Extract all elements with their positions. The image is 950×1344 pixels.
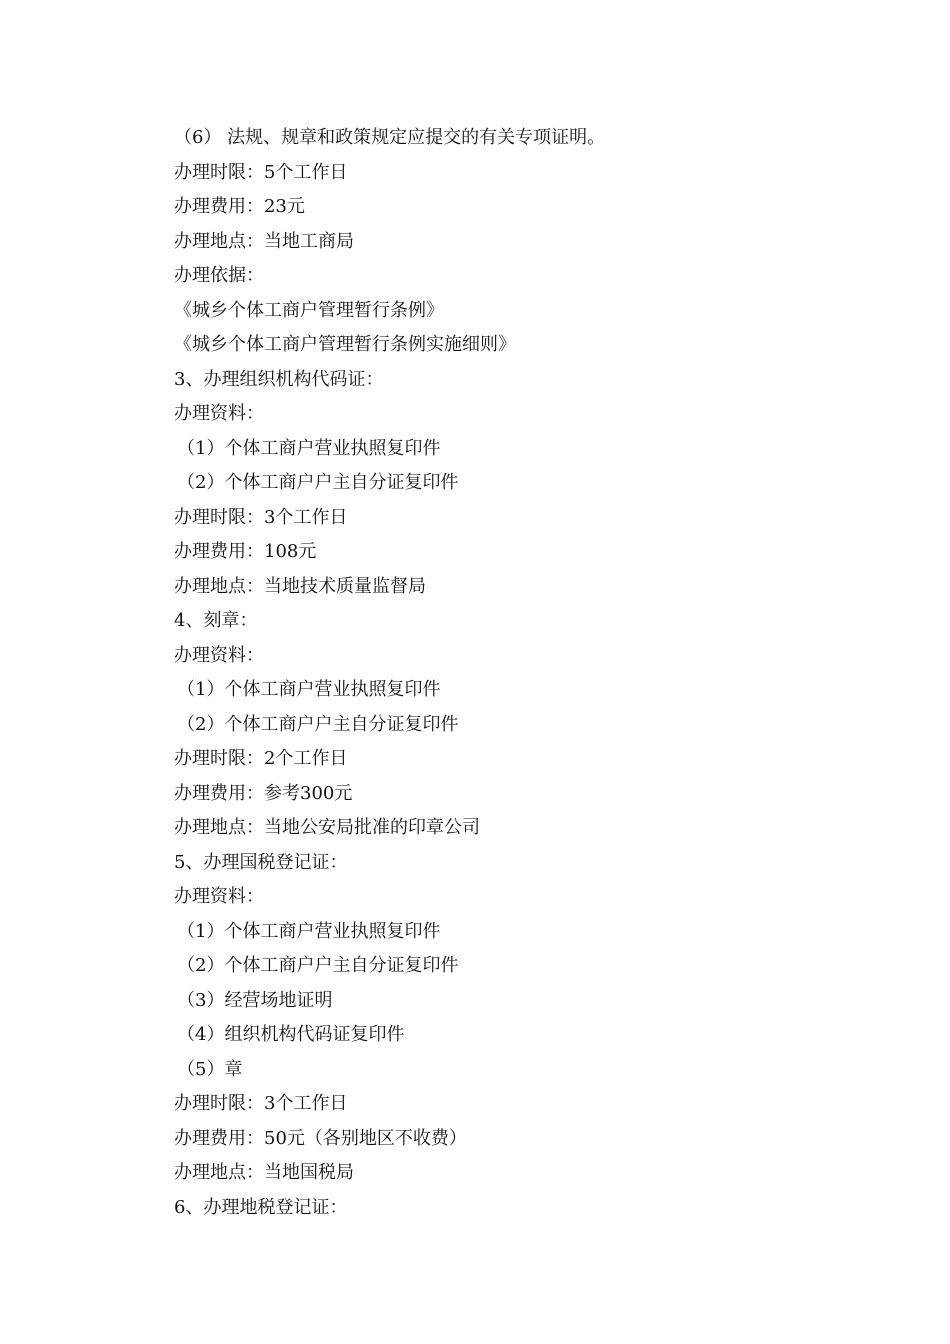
processing-fee: 办理费用：108元	[174, 541, 317, 562]
materials-label: 办理资料：	[174, 886, 264, 907]
material-item: （4）组织机构代码证复印件	[177, 1024, 405, 1045]
section-heading-national-tax: 5、办理国税登记证：	[174, 851, 348, 873]
item-6-special-certificate: （6） 法规、规章和政策规定应提交的有关专项证明。	[174, 127, 606, 148]
processing-basis-label: 办理依据：	[174, 265, 264, 286]
processing-time: 办理时限：5个工作日	[174, 161, 348, 183]
processing-fee: 办理费用：参考300元	[174, 782, 353, 804]
processing-location: 办理地点：当地国税局	[174, 1162, 354, 1183]
processing-fee: 办理费用：50元（各别地区不收费）	[174, 1127, 467, 1149]
processing-location: 办理地点：当地公安局批准的印章公司	[174, 817, 480, 838]
material-item: （2）个体工商户户主自分证复印件	[177, 955, 459, 976]
materials-label: 办理资料：	[174, 644, 264, 666]
processing-time: 办理时限：3个工作日	[174, 506, 348, 528]
material-item: （1）个体工商户营业执照复印件	[177, 679, 441, 700]
materials-label: 办理资料：	[174, 403, 264, 424]
material-item: （5）章	[177, 1058, 243, 1080]
material-item: （1）个体工商户营业执照复印件	[177, 437, 441, 459]
section-heading-org-code: 3、办理组织机构代码证：	[174, 368, 384, 390]
material-item: （2）个体工商户户主自分证复印件	[177, 472, 459, 493]
processing-fee: 办理费用：23元	[174, 196, 305, 217]
document-body	[174, 121, 874, 1225]
processing-time: 办理时限：2个工作日	[174, 748, 348, 769]
regulation-rules-title: 《城乡个体工商户管理暂行条例实施细则》	[174, 334, 516, 355]
processing-location: 办理地点：当地工商局	[174, 230, 354, 252]
section-heading-seal: 4、刻章：	[174, 610, 258, 631]
material-item: （3）经营场地证明	[177, 989, 333, 1011]
regulation-title: 《城乡个体工商户管理暂行条例》	[174, 299, 444, 321]
processing-location: 办理地点：当地技术质量监督局	[174, 575, 426, 597]
processing-time: 办理时限：3个工作日	[174, 1093, 348, 1114]
material-item: （1）个体工商户营业执照复印件	[177, 920, 441, 942]
section-heading-local-tax: 6、办理地税登记证：	[174, 1196, 348, 1218]
material-item: （2）个体工商户户主自分证复印件	[177, 713, 459, 735]
